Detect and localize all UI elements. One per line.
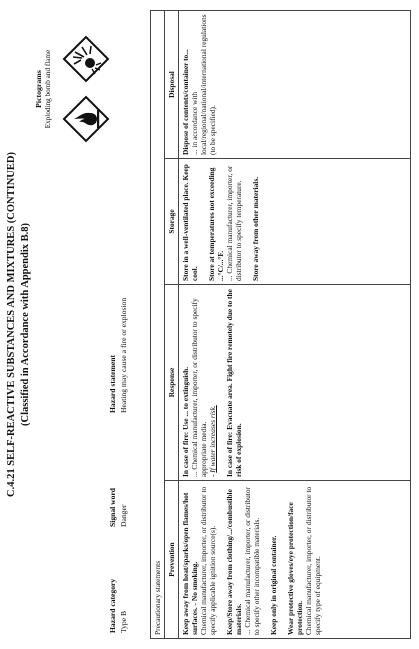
- pictograms-title: Pictograms: [34, 70, 43, 108]
- hazard-category-label: Hazard category: [108, 578, 117, 633]
- storage-s2-text: ... Chemical manufacturer, importer, or distributor to specify temperature.: [225, 165, 244, 281]
- response-r1-note: [208, 288, 217, 477]
- page-title: C.4.21 SELF-REACTIVE SUBSTANCES AND MIXTURES (CONTINUED): [6, 152, 17, 497]
- prevention-cell: [179, 481, 411, 639]
- storage-s2-bold: Store at temperatures not exceeding ...°C/...°F.: [207, 167, 226, 281]
- response-r1-italic: If water increases risk.: [208, 405, 218, 473]
- disposal-d1-text: ... in accordance with local/regional/national/international regulations (to be specified).: [190, 14, 218, 155]
- hazard-statement-label: Hazard statement: [108, 355, 117, 413]
- col-header-disposal: Disposal: [165, 10, 179, 158]
- response-r1-text: ... Chemical manufacturer, importer, or distributor to specify appropriate media.: [190, 298, 209, 477]
- prevention-p4-text: Chemical manufacturer, importer, or distributor to specify type of equipment.: [304, 486, 323, 635]
- storage-s1-bold: Store in a well-ventilated place. Keep cool.: [181, 164, 200, 281]
- response-r1-prefix: -: [208, 472, 218, 477]
- prevention-p4-bold: Wear protective gloves/eye protection/face protection.: [286, 502, 305, 635]
- page-subtitle: (Classified in Accordance with Appendix B.8): [20, 222, 31, 427]
- disposal-cell: [179, 10, 411, 158]
- signal-word-value: Danger: [119, 504, 128, 527]
- flame-icon: [62, 95, 110, 143]
- storage-s3-bold: Store away from other materials.: [251, 176, 261, 281]
- hazard-category-value: Type B: [119, 610, 128, 633]
- col-header-storage: Storage: [165, 159, 179, 285]
- exploding-bomb-icon: [62, 35, 110, 83]
- col-header-prevention: Prevention: [165, 481, 179, 639]
- prevention-p3-bold: Keep only in original container.: [269, 535, 279, 635]
- response-cell: [179, 285, 411, 481]
- signal-word-label: Signal word: [108, 487, 117, 527]
- prevention-p2-bold: Keep/Store away from clothing/.../combustible materials.: [225, 489, 244, 635]
- prevention-p1-bold: Keep away from heat/sparks/open flames/hot surfaces. - No smoking.: [181, 492, 200, 635]
- storage-cell: [179, 159, 411, 285]
- response-r1-bold: In case of fire: Use ... to extinguish.: [181, 366, 191, 477]
- pictograms-subtitle: Exploding bomb and flame: [44, 49, 52, 129]
- hazard-statement-value: Heating may cause a fire or explosion: [119, 297, 128, 413]
- prevention-p2-text: ... Chemical manufacturer, importer, or distributor to specify other incompatible materials.: [243, 487, 262, 635]
- precautionary-caption: Precautionary statements: [151, 10, 165, 638]
- prevention-p1-text: Chemical manufacturer, importer, or distributor to specify applicable ignition source(s).: [199, 486, 218, 635]
- col-header-response: Response: [165, 285, 179, 481]
- response-r2-bold: In case of fire: Evacuate area. Fight fire remotely due to the risk of explosion.: [225, 289, 244, 477]
- disposal-d1-bold: Dispose of contents/container to...: [181, 49, 191, 155]
- precautionary-table: [150, 10, 411, 639]
